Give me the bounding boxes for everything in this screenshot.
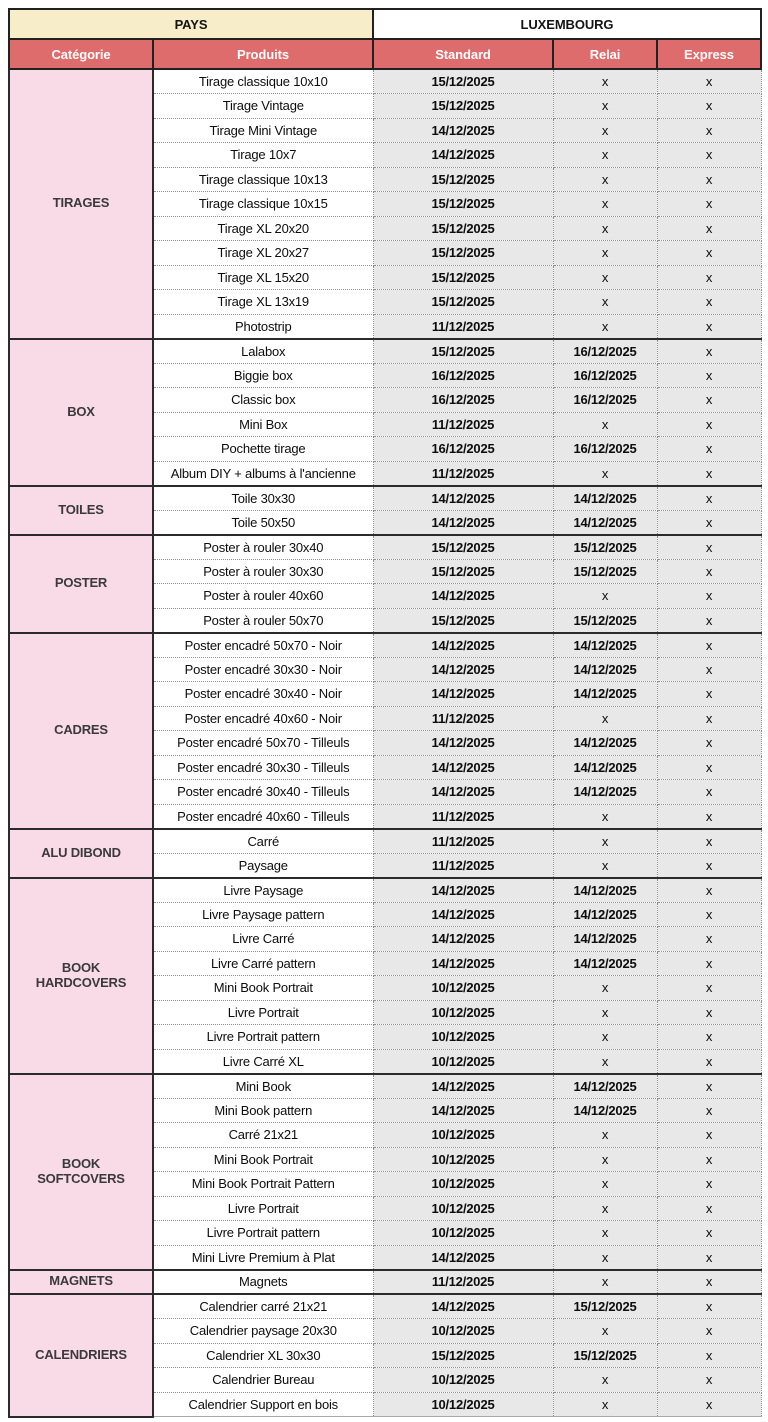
express-date-cell: x bbox=[657, 1319, 761, 1344]
category-cell bbox=[9, 69, 153, 339]
product-cell: Album DIY + albums à l'ancienne bbox=[153, 461, 373, 486]
category-label: BOOK SOFTCOVERS bbox=[37, 1155, 125, 1186]
express-date-cell: x bbox=[657, 167, 761, 192]
relai-date-cell: x bbox=[553, 69, 657, 94]
express-date-cell: x bbox=[657, 682, 761, 707]
product-cell: Mini Book Portrait bbox=[153, 976, 373, 1001]
relai-date-cell: 16/12/2025 bbox=[553, 363, 657, 388]
relai-date-cell: 14/12/2025 bbox=[553, 682, 657, 707]
product-cell: Poster à rouler 30x30 bbox=[153, 559, 373, 584]
relai-date-cell: x bbox=[553, 1368, 657, 1393]
relai-date-cell: x bbox=[553, 1025, 657, 1050]
relai-date-cell: x bbox=[553, 829, 657, 854]
relai-date-cell: 14/12/2025 bbox=[553, 1074, 657, 1099]
express-date-cell: x bbox=[657, 461, 761, 486]
product-cell: Toile 50x50 bbox=[153, 510, 373, 535]
express-date-cell: x bbox=[657, 559, 761, 584]
relai-date-cell: 14/12/2025 bbox=[553, 780, 657, 805]
relai-date-cell: 14/12/2025 bbox=[553, 486, 657, 511]
express-date-cell: x bbox=[657, 412, 761, 437]
relai-date-cell: 15/12/2025 bbox=[553, 1294, 657, 1319]
category-label: BOOK HARDCOVERS bbox=[35, 959, 127, 990]
standard-date-cell: 10/12/2025 bbox=[373, 1172, 553, 1197]
relai-date-cell: 14/12/2025 bbox=[553, 927, 657, 952]
express-date-cell: x bbox=[657, 339, 761, 364]
express-date-cell: x bbox=[657, 94, 761, 119]
standard-date-cell: 10/12/2025 bbox=[373, 1221, 553, 1246]
relai-date-cell: 14/12/2025 bbox=[553, 633, 657, 658]
column-header-row bbox=[9, 39, 761, 69]
table-row bbox=[9, 829, 761, 854]
standard-date-cell: 14/12/2025 bbox=[373, 657, 553, 682]
product-cell: Poster encadré 50x70 - Tilleuls bbox=[153, 731, 373, 756]
relai-date-cell: x bbox=[553, 1123, 657, 1148]
relai-date-cell: x bbox=[553, 1147, 657, 1172]
relai-date-cell: x bbox=[553, 804, 657, 829]
product-cell: Tirage XL 20x20 bbox=[153, 216, 373, 241]
product-cell: Livre Portrait bbox=[153, 1196, 373, 1221]
standard-date-cell: 11/12/2025 bbox=[373, 829, 553, 854]
product-cell: Carré 21x21 bbox=[153, 1123, 373, 1148]
relai-date-cell: 16/12/2025 bbox=[553, 388, 657, 413]
product-cell: Mini Box bbox=[153, 412, 373, 437]
express-date-cell: x bbox=[657, 437, 761, 462]
category-cell bbox=[9, 1074, 153, 1270]
express-date-cell: x bbox=[657, 1123, 761, 1148]
product-cell: Poster encadré 50x70 - Noir bbox=[153, 633, 373, 658]
standard-date-cell: 11/12/2025 bbox=[373, 706, 553, 731]
standard-date-cell: 16/12/2025 bbox=[373, 388, 553, 413]
relai-date-cell: 14/12/2025 bbox=[553, 1098, 657, 1123]
standard-date-cell: 11/12/2025 bbox=[373, 853, 553, 878]
express-date-cell: x bbox=[657, 118, 761, 143]
express-date-cell: x bbox=[657, 780, 761, 805]
standard-date-cell: 10/12/2025 bbox=[373, 1147, 553, 1172]
category-label: BOX bbox=[67, 403, 95, 419]
product-cell: Poster à rouler 40x60 bbox=[153, 584, 373, 609]
express-date-cell: x bbox=[657, 1270, 761, 1295]
standard-date-cell: 15/12/2025 bbox=[373, 216, 553, 241]
express-date-cell: x bbox=[657, 216, 761, 241]
product-cell: Poster encadré 30x30 - Noir bbox=[153, 657, 373, 682]
standard-date-cell: 14/12/2025 bbox=[373, 118, 553, 143]
category-cell bbox=[9, 535, 153, 633]
product-cell: Livre Portrait bbox=[153, 1000, 373, 1025]
express-date-cell: x bbox=[657, 1025, 761, 1050]
relai-date-cell: x bbox=[553, 461, 657, 486]
express-date-cell: x bbox=[657, 1074, 761, 1099]
relai-date-cell: x bbox=[553, 1319, 657, 1344]
category-cell bbox=[9, 1270, 153, 1295]
express-date-cell: x bbox=[657, 265, 761, 290]
product-cell: Poster encadré 40x60 - Tilleuls bbox=[153, 804, 373, 829]
express-date-cell: x bbox=[657, 192, 761, 217]
standard-date-cell: 10/12/2025 bbox=[373, 1049, 553, 1074]
express-date-cell: x bbox=[657, 1245, 761, 1270]
standard-date-cell: 15/12/2025 bbox=[373, 559, 553, 584]
product-cell: Livre Portrait pattern bbox=[153, 1025, 373, 1050]
standard-date-cell: 14/12/2025 bbox=[373, 951, 553, 976]
category-label: TIRAGES bbox=[52, 195, 110, 211]
table-row bbox=[9, 1294, 761, 1319]
product-cell: Poster à rouler 50x70 bbox=[153, 608, 373, 633]
product-cell: Livre Portrait pattern bbox=[153, 1221, 373, 1246]
product-cell: Poster encadré 30x30 - Tilleuls bbox=[153, 755, 373, 780]
product-cell: Mini Book pattern bbox=[153, 1098, 373, 1123]
relai-date-cell: 14/12/2025 bbox=[553, 731, 657, 756]
column-header-express: Express bbox=[657, 39, 761, 69]
category-label: CALENDRIERS bbox=[35, 1346, 127, 1362]
standard-date-cell: 11/12/2025 bbox=[373, 804, 553, 829]
relai-date-cell: x bbox=[553, 853, 657, 878]
product-cell: Calendrier carré 21x21 bbox=[153, 1294, 373, 1319]
standard-date-cell: 10/12/2025 bbox=[373, 1319, 553, 1344]
standard-date-cell: 15/12/2025 bbox=[373, 535, 553, 560]
express-date-cell: x bbox=[657, 731, 761, 756]
standard-date-cell: 15/12/2025 bbox=[373, 608, 553, 633]
product-cell: Tirage Mini Vintage bbox=[153, 118, 373, 143]
standard-date-cell: 14/12/2025 bbox=[373, 755, 553, 780]
relai-date-cell: x bbox=[553, 412, 657, 437]
product-cell: Mini Book bbox=[153, 1074, 373, 1099]
category-label: CADRES bbox=[54, 722, 108, 738]
product-cell: Poster à rouler 30x40 bbox=[153, 535, 373, 560]
product-cell: Poster encadré 30x40 - Tilleuls bbox=[153, 780, 373, 805]
relai-date-cell: x bbox=[553, 1049, 657, 1074]
relai-date-cell: x bbox=[553, 241, 657, 266]
standard-date-cell: 10/12/2025 bbox=[373, 1123, 553, 1148]
express-date-cell: x bbox=[657, 143, 761, 168]
table-row bbox=[9, 486, 761, 511]
express-date-cell: x bbox=[657, 1392, 761, 1417]
relai-date-cell: x bbox=[553, 143, 657, 168]
table-row bbox=[9, 633, 761, 658]
product-cell: Tirage 10x7 bbox=[153, 143, 373, 168]
express-date-cell: x bbox=[657, 69, 761, 94]
standard-date-cell: 10/12/2025 bbox=[373, 1025, 553, 1050]
standard-date-cell: 11/12/2025 bbox=[373, 412, 553, 437]
product-cell: Tirage XL 15x20 bbox=[153, 265, 373, 290]
relai-date-cell: x bbox=[553, 265, 657, 290]
standard-date-cell: 15/12/2025 bbox=[373, 1343, 553, 1368]
category-cell bbox=[9, 878, 153, 1074]
express-date-cell: x bbox=[657, 608, 761, 633]
country-header-cell: LUXEMBOURG bbox=[373, 9, 761, 39]
column-header-produits: Produits bbox=[153, 39, 373, 69]
standard-date-cell: 14/12/2025 bbox=[373, 584, 553, 609]
standard-date-cell: 14/12/2025 bbox=[373, 1245, 553, 1270]
product-cell: Livre Paysage pattern bbox=[153, 902, 373, 927]
category-label: MAGNETS bbox=[49, 1273, 113, 1289]
product-cell: Carré bbox=[153, 829, 373, 854]
express-date-cell: x bbox=[657, 1172, 761, 1197]
product-cell: Classic box bbox=[153, 388, 373, 413]
relai-date-cell: 15/12/2025 bbox=[553, 535, 657, 560]
standard-date-cell: 14/12/2025 bbox=[373, 143, 553, 168]
category-cell bbox=[9, 829, 153, 878]
relai-date-cell: 14/12/2025 bbox=[553, 755, 657, 780]
express-date-cell: x bbox=[657, 535, 761, 560]
standard-date-cell: 15/12/2025 bbox=[373, 192, 553, 217]
standard-date-cell: 14/12/2025 bbox=[373, 780, 553, 805]
product-cell: Tirage XL 20x27 bbox=[153, 241, 373, 266]
relai-date-cell: x bbox=[553, 314, 657, 339]
relai-date-cell: 14/12/2025 bbox=[553, 902, 657, 927]
product-cell: Magnets bbox=[153, 1270, 373, 1295]
standard-date-cell: 14/12/2025 bbox=[373, 1098, 553, 1123]
standard-date-cell: 15/12/2025 bbox=[373, 290, 553, 315]
product-cell: Lalabox bbox=[153, 339, 373, 364]
category-label: ALU DIBOND bbox=[41, 844, 121, 860]
product-cell: Tirage XL 13x19 bbox=[153, 290, 373, 315]
pays-header-cell: PAYS bbox=[9, 9, 373, 39]
product-cell: Calendrier paysage 20x30 bbox=[153, 1319, 373, 1344]
express-date-cell: x bbox=[657, 1368, 761, 1393]
standard-date-cell: 14/12/2025 bbox=[373, 927, 553, 952]
relai-date-cell: x bbox=[553, 706, 657, 731]
standard-date-cell: 11/12/2025 bbox=[373, 1270, 553, 1295]
express-date-cell: x bbox=[657, 314, 761, 339]
standard-date-cell: 16/12/2025 bbox=[373, 363, 553, 388]
express-date-cell: x bbox=[657, 657, 761, 682]
express-date-cell: x bbox=[657, 1221, 761, 1246]
express-date-cell: x bbox=[657, 290, 761, 315]
standard-date-cell: 14/12/2025 bbox=[373, 682, 553, 707]
standard-date-cell: 10/12/2025 bbox=[373, 1196, 553, 1221]
column-header-standard: Standard bbox=[373, 39, 553, 69]
relai-date-cell: 16/12/2025 bbox=[553, 437, 657, 462]
relai-date-cell: 14/12/2025 bbox=[553, 510, 657, 535]
express-date-cell: x bbox=[657, 853, 761, 878]
product-cell: Mini Livre Premium à Plat bbox=[153, 1245, 373, 1270]
express-date-cell: x bbox=[657, 706, 761, 731]
standard-date-cell: 16/12/2025 bbox=[373, 437, 553, 462]
relai-date-cell: x bbox=[553, 192, 657, 217]
standard-date-cell: 14/12/2025 bbox=[373, 486, 553, 511]
table-row bbox=[9, 535, 761, 560]
express-date-cell: x bbox=[657, 755, 761, 780]
relai-date-cell: 15/12/2025 bbox=[553, 1343, 657, 1368]
product-cell: Tirage Vintage bbox=[153, 94, 373, 119]
express-date-cell: x bbox=[657, 1343, 761, 1368]
standard-date-cell: 14/12/2025 bbox=[373, 902, 553, 927]
relai-date-cell: x bbox=[553, 216, 657, 241]
express-date-cell: x bbox=[657, 951, 761, 976]
standard-date-cell: 11/12/2025 bbox=[373, 314, 553, 339]
standard-date-cell: 15/12/2025 bbox=[373, 339, 553, 364]
express-date-cell: x bbox=[657, 1147, 761, 1172]
express-date-cell: x bbox=[657, 510, 761, 535]
standard-date-cell: 14/12/2025 bbox=[373, 510, 553, 535]
category-cell bbox=[9, 633, 153, 829]
product-cell: Tirage classique 10x10 bbox=[153, 69, 373, 94]
relai-date-cell: x bbox=[553, 1245, 657, 1270]
product-cell: Paysage bbox=[153, 853, 373, 878]
standard-date-cell: 14/12/2025 bbox=[373, 633, 553, 658]
express-date-cell: x bbox=[657, 633, 761, 658]
product-cell: Toile 30x30 bbox=[153, 486, 373, 511]
express-date-cell: x bbox=[657, 486, 761, 511]
product-cell: Calendrier Bureau bbox=[153, 1368, 373, 1393]
standard-date-cell: 11/12/2025 bbox=[373, 461, 553, 486]
delivery-dates-table bbox=[8, 8, 762, 1418]
standard-date-cell: 10/12/2025 bbox=[373, 1368, 553, 1393]
relai-date-cell: x bbox=[553, 94, 657, 119]
product-cell: Poster encadré 30x40 - Noir bbox=[153, 682, 373, 707]
express-date-cell: x bbox=[657, 363, 761, 388]
relai-date-cell: x bbox=[553, 167, 657, 192]
product-cell: Livre Carré XL bbox=[153, 1049, 373, 1074]
standard-date-cell: 14/12/2025 bbox=[373, 731, 553, 756]
standard-date-cell: 15/12/2025 bbox=[373, 241, 553, 266]
express-date-cell: x bbox=[657, 829, 761, 854]
product-cell: Livre Carré pattern bbox=[153, 951, 373, 976]
standard-date-cell: 15/12/2025 bbox=[373, 69, 553, 94]
product-cell: Poster encadré 40x60 - Noir bbox=[153, 706, 373, 731]
standard-date-cell: 15/12/2025 bbox=[373, 94, 553, 119]
relai-date-cell: x bbox=[553, 1000, 657, 1025]
product-cell: Mini Book Portrait bbox=[153, 1147, 373, 1172]
table-row bbox=[9, 339, 761, 364]
standard-date-cell: 10/12/2025 bbox=[373, 1000, 553, 1025]
express-date-cell: x bbox=[657, 902, 761, 927]
relai-date-cell: 16/12/2025 bbox=[553, 339, 657, 364]
product-cell: Tirage classique 10x13 bbox=[153, 167, 373, 192]
relai-date-cell: x bbox=[553, 584, 657, 609]
relai-date-cell: x bbox=[553, 1392, 657, 1417]
express-date-cell: x bbox=[657, 1049, 761, 1074]
express-date-cell: x bbox=[657, 878, 761, 903]
standard-date-cell: 10/12/2025 bbox=[373, 1392, 553, 1417]
relai-date-cell: x bbox=[553, 976, 657, 1001]
product-cell: Biggie box bbox=[153, 363, 373, 388]
relai-date-cell: 15/12/2025 bbox=[553, 608, 657, 633]
express-date-cell: x bbox=[657, 584, 761, 609]
express-date-cell: x bbox=[657, 927, 761, 952]
relai-date-cell: 15/12/2025 bbox=[553, 559, 657, 584]
standard-date-cell: 14/12/2025 bbox=[373, 878, 553, 903]
table-row bbox=[9, 1074, 761, 1099]
product-cell: Pochette tirage bbox=[153, 437, 373, 462]
express-date-cell: x bbox=[657, 1098, 761, 1123]
relai-date-cell: x bbox=[553, 1270, 657, 1295]
relai-date-cell: x bbox=[553, 1221, 657, 1246]
standard-date-cell: 10/12/2025 bbox=[373, 976, 553, 1001]
product-cell: Calendrier XL 30x30 bbox=[153, 1343, 373, 1368]
category-cell bbox=[9, 486, 153, 535]
product-cell: Livre Carré bbox=[153, 927, 373, 952]
category-cell bbox=[9, 339, 153, 486]
category-cell bbox=[9, 1294, 153, 1417]
table-row bbox=[9, 69, 761, 94]
express-date-cell: x bbox=[657, 1000, 761, 1025]
relai-date-cell: x bbox=[553, 290, 657, 315]
express-date-cell: x bbox=[657, 388, 761, 413]
product-cell: Mini Book Portrait Pattern bbox=[153, 1172, 373, 1197]
table-row bbox=[9, 878, 761, 903]
express-date-cell: x bbox=[657, 241, 761, 266]
relai-date-cell: 14/12/2025 bbox=[553, 657, 657, 682]
relai-date-cell: x bbox=[553, 1196, 657, 1221]
column-header-relai: Relai bbox=[553, 39, 657, 69]
relai-date-cell: x bbox=[553, 118, 657, 143]
relai-date-cell: x bbox=[553, 1172, 657, 1197]
relai-date-cell: 14/12/2025 bbox=[553, 878, 657, 903]
column-header-categorie: Catégorie bbox=[9, 39, 153, 69]
express-date-cell: x bbox=[657, 804, 761, 829]
standard-date-cell: 15/12/2025 bbox=[373, 167, 553, 192]
table-row bbox=[9, 1270, 761, 1295]
category-label: POSTER bbox=[54, 575, 108, 591]
standard-date-cell: 14/12/2025 bbox=[373, 1294, 553, 1319]
product-cell: Calendrier Support en bois bbox=[153, 1392, 373, 1417]
product-cell: Photostrip bbox=[153, 314, 373, 339]
relai-date-cell: 14/12/2025 bbox=[553, 951, 657, 976]
product-cell: Livre Paysage bbox=[153, 878, 373, 903]
country-header-row bbox=[9, 9, 761, 39]
category-label: TOILES bbox=[58, 501, 104, 517]
standard-date-cell: 15/12/2025 bbox=[373, 265, 553, 290]
standard-date-cell: 14/12/2025 bbox=[373, 1074, 553, 1099]
express-date-cell: x bbox=[657, 1294, 761, 1319]
express-date-cell: x bbox=[657, 976, 761, 1001]
express-date-cell: x bbox=[657, 1196, 761, 1221]
product-cell: Tirage classique 10x15 bbox=[153, 192, 373, 217]
